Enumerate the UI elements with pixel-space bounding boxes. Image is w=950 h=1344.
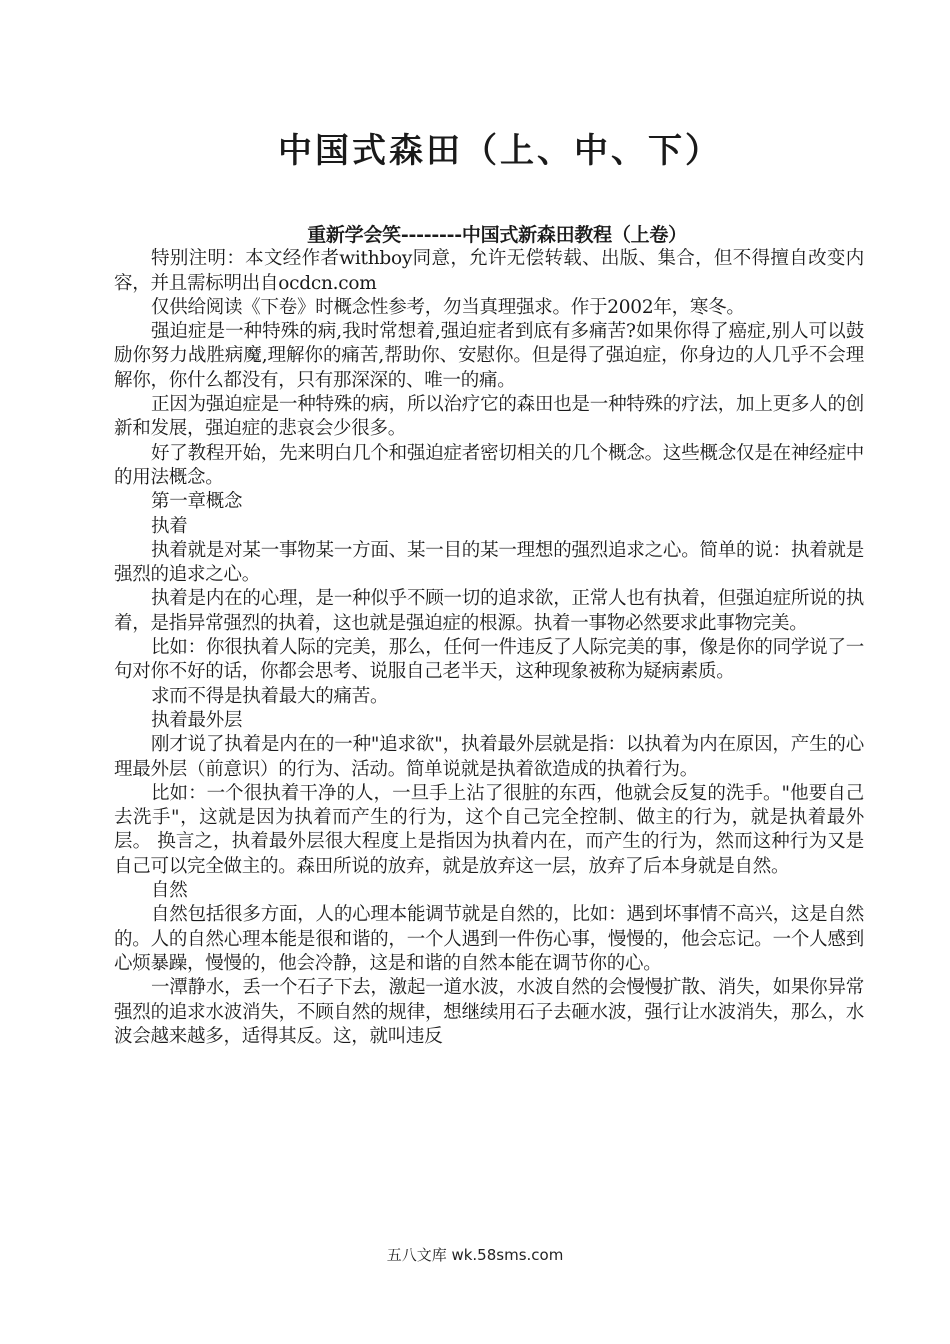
concept-heading: 自然 (151, 880, 188, 902)
footer-watermark: 五八文库 wk.58sms.com (386, 1246, 564, 1264)
paragraph: 好了教程开始，先来明白几个和强迫症者密切相关的几个概念。这些概念仅是在神经症中的用法概念。 (114, 442, 864, 488)
paragraph: 比如：你很执着人际的完美，那么，任何一件违反了人际完美的事，像是你的同学说了一句对你不好的话，你都会思考、说服自己老半天，这种现象被称为疑病素质。 (114, 637, 864, 683)
document-body (114, 223, 864, 1049)
concept-heading: 执着 (151, 515, 188, 537)
paragraph: 执着是内在的心理，是一种似乎不顾一切的追求欲，正常人也有执着，但强迫症所说的执着，是指异常强烈的执着，这也就是强迫症的根源。执着一事物必然要求此事物完美。 (114, 588, 864, 634)
chapter-heading: 第一章概念 (151, 491, 243, 513)
paragraph: 执着就是对某一事物某一方面、某一目的某一理想的强烈追求之心。简单的说：执着就是强烈的追求之心。 (114, 539, 864, 586)
paragraph: 一潭静水，丢一个石子下去，激起一道水波，水波自然的会慢慢扩散、消失，如果你异常强烈的追求水波消失，不顾自然的规律，想继续用石子去砸水波，强行让水波消失，那么，水波会越来越多，适得其反。这，就叫违反 (114, 977, 864, 1047)
document-title: 中国式森田（上、中、下） (278, 131, 722, 171)
concept-heading: 执着最外层 (151, 709, 243, 731)
paragraph: 比如：一个很执着干净的人，一旦手上沾了很脏的东西，他就会反复的洗手。"他要自己去洗手"，这就是因为执着而产生的行为，这个自己完全控制、做主的行为，就是执着最外层。 换言之，执着最外层很大程度上是指因为执着内在，而产生的行为，然而这种行为又是自己可以完全做主的。森田所说的放弃，就是放弃这一层，放弃了后本身就是自然。 (114, 782, 864, 877)
paragraph: 求而不得是执着最大的痛苦。 (151, 685, 389, 707)
section-subtitle: 重新学会笑--------中国式新森田教程（上卷） (307, 224, 687, 246)
paragraph: 正因为强迫症是一种特殊的病，所以治疗它的森田也是一种特殊的疗法，加上更多人的创新和发展，强迫症的悲哀会少很多。 (114, 394, 864, 440)
paragraph: 仅供给阅读《下卷》时概念性参考，勿当真理强求。作于2002年，寒冬。 (151, 296, 745, 318)
paragraph: 自然包括很多方面，人的心理本能调节就是自然的，比如：遇到坏事情不高兴，这是自然的。人的自然心理本能是很和谐的，一个人遇到一件伤心事，慢慢的，他会忘记。一个人感到心烦暴躁，慢慢的，他会冷静，这是和谐的自然本能在调节你的心。 (114, 904, 864, 974)
paragraph: 特别注明：本文经作者withboy同意，允许无偿转载、出版、集合，但不得擅自改变内容，并且需标明出自ocdcn.com (114, 248, 864, 294)
paragraph: 刚才说了执着是内在的一种"追求欲"，执着最外层就是指：以执着为内在原因，产生的心理最外层（前意识）的行为、活动。简单说就是执着欲造成的执着行为。 (114, 734, 864, 780)
paragraph: 强迫症是一种特殊的病,我时常想着,强迫症者到底有多痛苦?如果你得了癌症,别人可以鼓励你努力战胜病魔,理解你的痛苦,帮助你、安慰你。但是得了强迫症，你身边的人几乎不会理解你，你什么都没有，只有那深深的、唯一的痛。 (114, 321, 864, 391)
